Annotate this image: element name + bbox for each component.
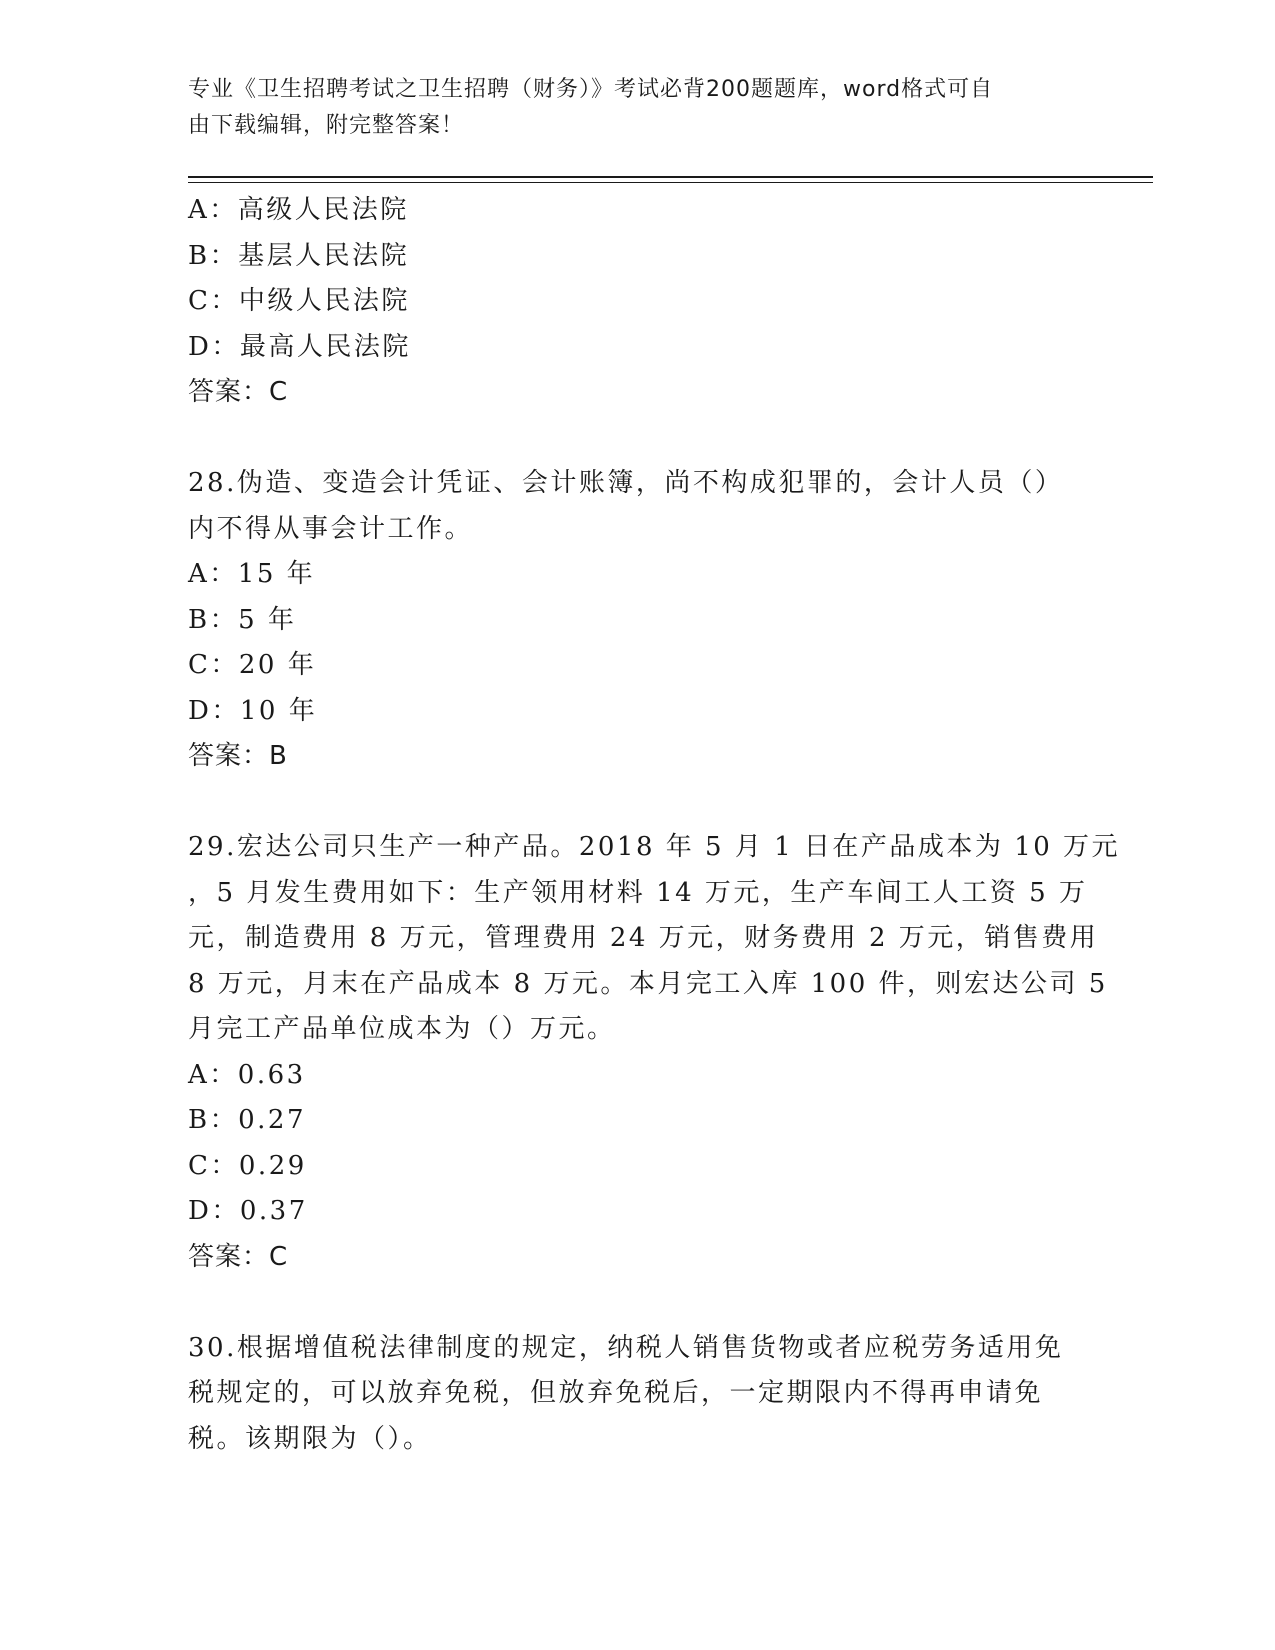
header-rule-thin	[188, 182, 1153, 183]
question-stem-line: 29.宏达公司只生产一种产品。2018 年 5 月 1 日在产品成本为 10 万元	[188, 832, 1121, 862]
answer: 答案：B	[188, 741, 288, 771]
question-stem-line: ，5 月发生费用如下：生产领用材料 14 万元，生产车间工人工资 5 万	[188, 877, 1088, 908]
question-list	[188, 188, 1121, 1462]
spacer	[188, 1280, 1078, 1326]
option-a: A：0.63	[188, 1059, 306, 1090]
option-a: A：15 年	[188, 559, 316, 589]
question-30	[188, 1326, 1078, 1463]
option-b: B：基层人民法院	[188, 240, 410, 271]
question-28	[188, 461, 1078, 780]
option-d: D：10 年	[188, 695, 318, 726]
option-a: A：高级人民法院	[188, 195, 409, 225]
answer: 答案：C	[188, 377, 289, 407]
question-stem-line: 30.根据增值税法律制度的规定，纳税人销售货物或者应税劳务适用免	[188, 1332, 1064, 1363]
question-stem-line: 税。该期限为（）。	[188, 1423, 432, 1454]
question-stem-line: 元，制造费用 8 万元，管理费用 24 万元，财务费用 2 万元，销售费用	[188, 923, 1099, 953]
question-stem-line: 8 万元，月末在产品成本 8 万元。本月完工入库 100 件，则宏达公司 5	[188, 968, 1108, 999]
page-header	[188, 72, 1068, 144]
option-d: D：0.37	[188, 1196, 308, 1226]
question-stem-line: 月完工产品单位成本为（）万元。	[188, 1014, 616, 1044]
question-stem-line: 税规定的，可以放弃免税，但放弃免税后，一定期限内不得再申请免	[188, 1378, 1044, 1408]
option-c: C：20 年	[188, 650, 317, 680]
question-stem-line: 内不得从事会计工作。	[188, 513, 474, 544]
header-line-1: 专业《卫生招聘考试之卫生招聘（财务）》考试必背200题题库，word格式可自	[188, 77, 994, 102]
option-b: B：5 年	[188, 604, 297, 635]
option-b: B：0.27	[188, 1105, 306, 1135]
header-line-2: 由下载编辑，附完整答案！	[188, 113, 465, 138]
question-29	[188, 825, 1121, 1280]
question-27	[188, 188, 1078, 416]
answer: 答案：C	[188, 1241, 289, 1272]
option-d: D：最高人民法院	[188, 331, 411, 362]
spacer	[188, 416, 1078, 462]
header-rule-thick	[188, 176, 1153, 178]
option-c: C：0.29	[188, 1150, 307, 1181]
spacer	[188, 780, 1078, 826]
question-stem-line: 28.伪造、变造会计凭证、会计账簿，尚不构成犯罪的，会计人员（）	[188, 468, 1064, 498]
option-c: C：中级人民法院	[188, 286, 410, 316]
